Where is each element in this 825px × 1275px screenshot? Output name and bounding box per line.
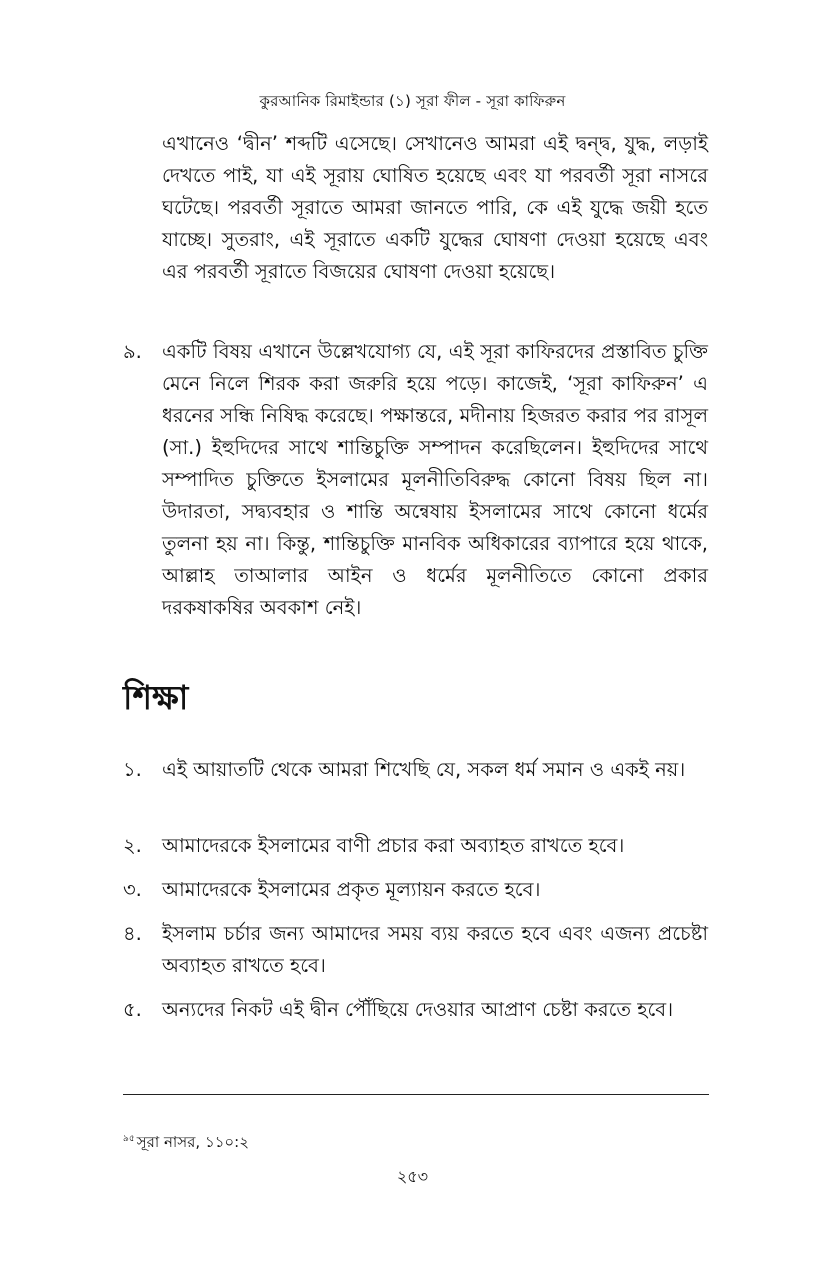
- numbered-point-9: [123, 336, 708, 624]
- lesson-item: [123, 830, 708, 862]
- lesson-number: ৫.: [123, 998, 142, 1021]
- footnote: [123, 1131, 249, 1156]
- footnote-text: সূরা নাসর, ১১০:২: [136, 1133, 249, 1151]
- section-heading: শিক্ষা: [123, 678, 189, 717]
- lesson-item: [123, 754, 708, 786]
- footnote-divider: [123, 1094, 709, 1095]
- lesson-number: ৪.: [123, 922, 142, 945]
- lesson-number: ১.: [123, 758, 142, 781]
- lesson-number: ৩.: [123, 878, 142, 901]
- lesson-text: ইসলাম চর্চার জন্য আমাদের সময় ব্যয় করতে হবে এবং এজন্য প্রচেষ্টা অব্যাহত রাখতে হবে।: [162, 922, 708, 977]
- lesson-text: অন্যদের নিকট এই দ্বীন পৌঁছিয়ে দেওয়ার আপ্রাণ চেষ্টা করতে হবে।: [162, 998, 674, 1021]
- lesson-item: [123, 918, 708, 982]
- lesson-text: আমাদেরকে ইসলামের বাণী প্রচার করা অব্যাহত রাখতে হবে।: [162, 834, 625, 857]
- footnote-marker: ৯৫: [123, 1134, 135, 1144]
- lesson-item: [123, 994, 708, 1026]
- lesson-text: আমাদেরকে ইসলামের প্রকৃত মূল্যায়ন করতে হবে।: [162, 878, 541, 901]
- lesson-text: এই আয়াতটি থেকে আমরা শিখেছি যে, সকল ধর্ম সমান ও একই নয়।: [162, 758, 686, 781]
- point-text: একটি বিষয় এখানে উল্লেখযোগ্য যে, এই সূরা কাফিরদের প্রস্তাবিত চুক্তি মেনে নিলে শিরক করা জরুরি হয়ে পড়ে। কাজেই, ‘সূরা কাফিরুন’ এ ধরনের সন্ধি নিষিদ্ধ করেছে। পক্ষান্তরে, মদীনায় হিজরত করার পর রাসূল (সা.) ইহুদিদের সাথে শান্তিচুক্তি সম্পাদন করেছিলেন। ইহুদিদের সাথে সম্পাদিত চুক্তিতে ইসলামের মূলনীতিবিরুদ্ধ কোনো বিষয় ছিল না। উদারতা, সদ্ব্যবহার ও শান্তি অন্বেষায় ইসলামের সাথে কোনো ধর্মের তুলনা হয় না। কিন্তু, শান্তিচুক্তি মানবিক অধিকারের ব্যাপারে হয়ে থাকে, আল্লাহ তাআলার আইন ও ধর্মের মূলনীতিতে কোনো প্রকার দরকষাকষির অবকাশ নেই।: [162, 340, 708, 619]
- lesson-item: [123, 874, 708, 906]
- running-header: কুরআনিক রিমাইন্ডার (১) সূরা ফীল - সূরা কাফিরুন: [259, 92, 566, 110]
- point-number: ৯.: [123, 340, 142, 363]
- continuation-paragraph: এখানেও ‘দ্বীন’ শব্দটি এসেছে। সেখানেও আমরা এই দ্বন্দ্ব, যুদ্ধ, লড়াই দেখতে পাই, যা এই সূরায় ঘোষিত হয়েছে এবং যা পরবর্তী সূরা নাসরে ঘটেছে। পরবর্তী সূরাতে আমরা জানতে পারি, কে এই যুদ্ধে জয়ী হতে যাচ্ছে। সুতরাং, এই সূরাতে একটি যুদ্ধের ঘোষণা দেওয়া হয়েছে এবং এর পরবর্তী সূরাতে বিজয়ের ঘোষণা দেওয়া হয়েছে।: [162, 132, 708, 283]
- lesson-number: ২.: [123, 834, 142, 857]
- page-number: ২৫৩: [396, 1167, 429, 1186]
